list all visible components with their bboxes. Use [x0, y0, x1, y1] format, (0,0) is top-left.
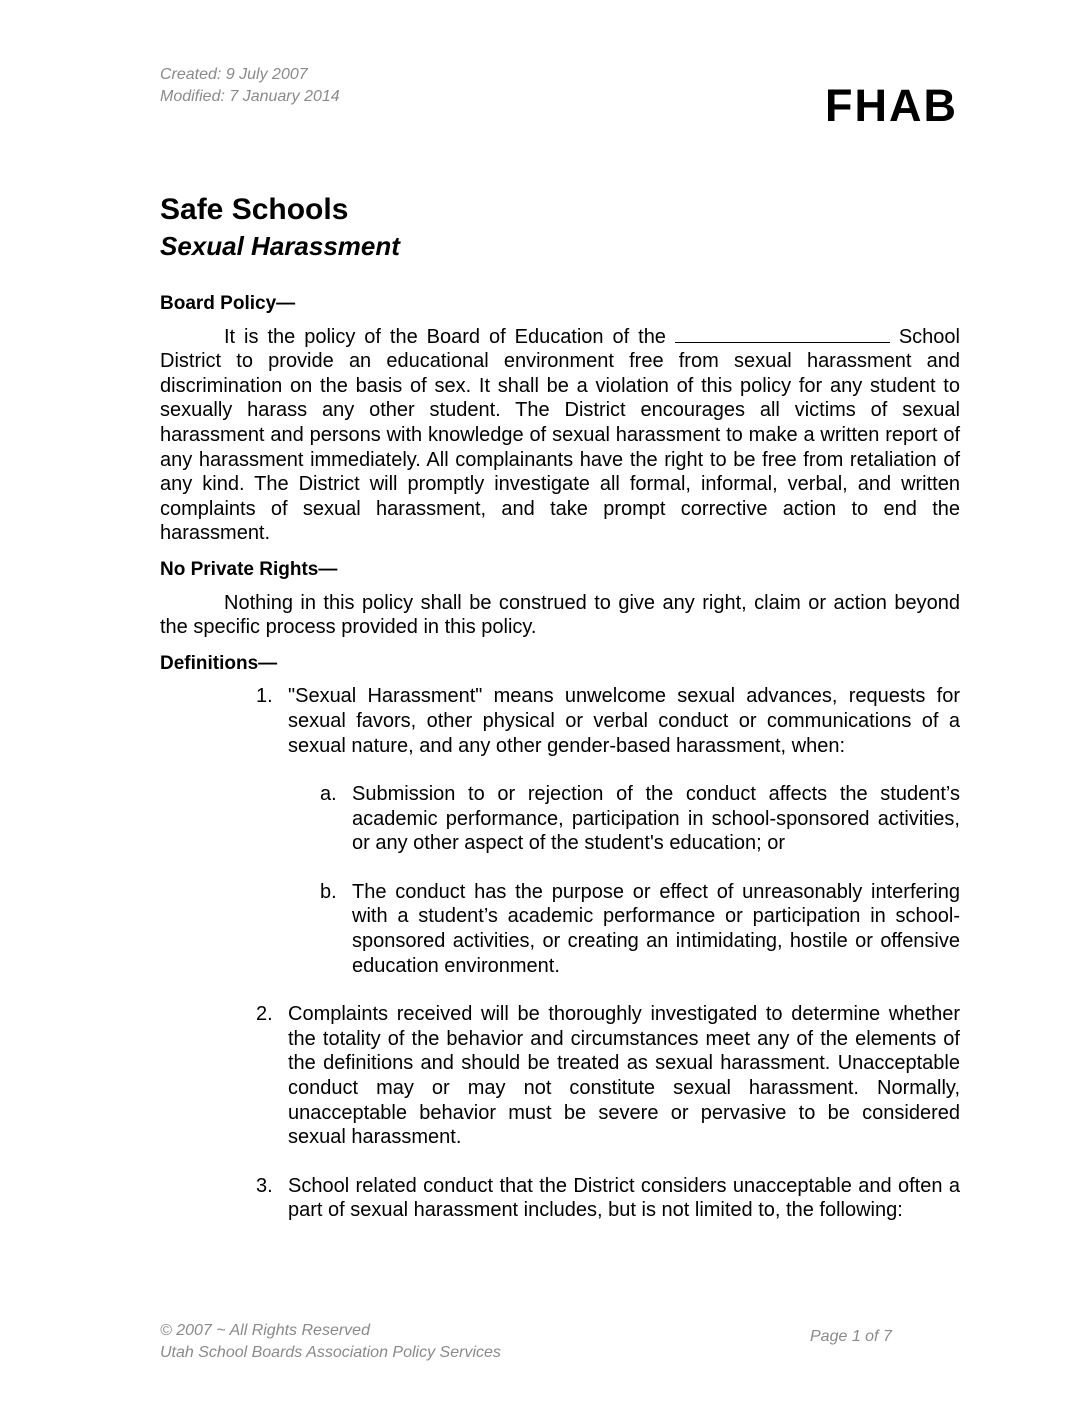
- item-number: 3.: [256, 1174, 273, 1197]
- modified-date: Modified: 7 January 2014: [160, 88, 340, 105]
- sub-definition-text: The conduct has the purpose or effect of unreasonably interfering with a student’s academic performance or participation in school-sponsored activities, or creating an intimidating, hostile or offensive education environment.: [352, 880, 960, 977]
- sub-definitions-list: [288, 782, 960, 978]
- sub-definition-item: [288, 880, 960, 978]
- definition-item: [160, 684, 960, 978]
- sub-definition-item: [288, 782, 960, 856]
- definition-text: "Sexual Harassment" means unwelcome sexual advances, requests for sexual favors, other physical or verbal conduct or communications of a sexual nature, and any other gender-based harassment, when:: [288, 685, 960, 757]
- created-date: Created: 9 July 2007: [160, 66, 308, 83]
- board-policy-paragraph: [160, 325, 960, 546]
- district-name-blank: [675, 326, 890, 343]
- no-private-rights-heading: No Private Rights—: [160, 558, 338, 580]
- item-letter: a.: [320, 783, 337, 806]
- document-meta: [160, 64, 340, 108]
- policy-code: FHAB: [825, 80, 958, 131]
- definition-text: School related conduct that the District considers unacceptable and often a part of sexual harassment includes, but is not limited to, the following:: [288, 1174, 960, 1222]
- item-number: 1.: [256, 685, 273, 708]
- footer-left: [160, 1320, 501, 1364]
- definition-text: Complaints received will be thoroughly investigated to determine whether the totality of the behavior and circumstances meet any of the elements of the definitions and should be treated as sexual harassment. Unacceptable conduct may or may not constitute sexual harassment. Normally, unacceptable behavior must be severe or pervasive to be considered sexual harassment.: [288, 1003, 960, 1149]
- page-number: Page 1 of 7: [810, 1328, 892, 1345]
- sub-definition-text: Submission to or rejection of the conduct affects the student’s academic performance, participation in school-sponsored activities, or any other aspect of the student's education; or: [352, 783, 960, 855]
- definition-item: [160, 1174, 960, 1223]
- definitions-list: [160, 684, 960, 1223]
- definition-item: [160, 1002, 960, 1150]
- policy-body: [160, 292, 960, 1247]
- copyright-text: © 2007 ~ All Rights Reserved: [160, 1322, 370, 1339]
- board-policy-lead: It is the policy of the Board of Education of the: [224, 325, 666, 348]
- item-letter: b.: [320, 880, 337, 903]
- definitions-heading: Definitions—: [160, 652, 278, 674]
- page-subtitle: Sexual Harassment: [160, 231, 400, 261]
- board-policy-heading: Board Policy—: [160, 293, 296, 314]
- board-policy-text: School District to provide an educational environment free from sexual harassment and discrimination on the basis of sex. It shall be a violation of this policy for any student to sexually harass any other student. The District encourages all victims of sexual harassment and persons with knowledge of sexual harassment to make a written report of any harassment immediately. All complainants have the right to be free from retaliation of any kind. The District will promptly investigate all formal, informal, verbal, and written complaints of sexual harassment, and take prompt corrective action to end the harassment.: [160, 325, 960, 545]
- item-number: 2.: [256, 1003, 273, 1026]
- no-private-rights-paragraph: Nothing in this policy shall be construed to give any right, claim or action beyond the specific process provided in this policy.: [160, 591, 960, 639]
- organization-text: Utah School Boards Association Policy Services: [160, 1344, 501, 1361]
- page-title: Safe Schools: [160, 193, 349, 226]
